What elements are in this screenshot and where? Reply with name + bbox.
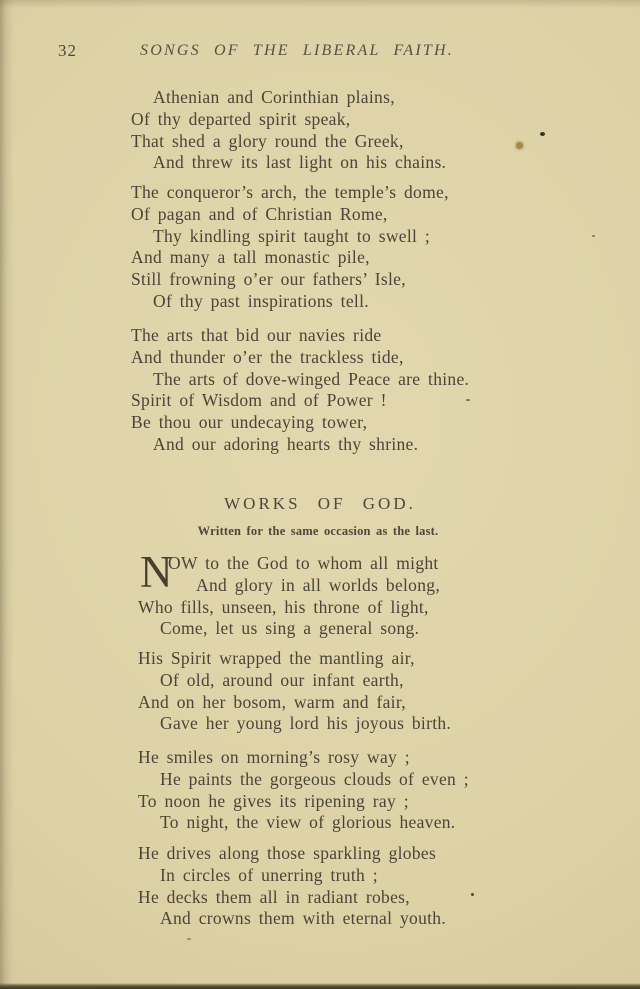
- poem-line: And glory in all worlds belong,: [196, 574, 440, 595]
- poem-line: He drives along those sparkling globes: [138, 843, 437, 863]
- poem-line: His Spirit wrapped the mantling air,: [138, 648, 415, 668]
- running-title: SONGS OF THE LIBERAL FAITH.: [140, 42, 454, 59]
- poem-line: Of pagan and of Christian Rome,: [131, 203, 388, 224]
- poem-line: He decks them all in radiant robes,: [138, 886, 410, 907]
- poem-line: That shed a glory round the Greek,: [131, 130, 404, 151]
- poem-line: Be thou our undecaying tower,: [131, 412, 368, 433]
- poem-line: Come, let us sing a general song.: [160, 618, 420, 639]
- poem-line: And many a tall monastic pile,: [131, 247, 370, 268]
- poem-stanza: [131, 325, 469, 456]
- hymn-title: WORKS OF GOD.: [224, 494, 416, 513]
- poem-line: And our adoring hearts thy shrine.: [153, 433, 419, 454]
- poem-line: Of old, around our infant earth,: [160, 669, 404, 690]
- poem-stanza: [131, 87, 446, 174]
- foxing-speck: [516, 142, 523, 149]
- poem-line: Thy kindling spirit taught to swell ;: [153, 225, 431, 246]
- poem-line: Of thy departed spirit speak,: [131, 108, 351, 129]
- poem-line: Athenian and Corinthian plains,: [153, 87, 395, 107]
- poem-line: And threw its last light on his chains.: [153, 152, 447, 173]
- hymn-subtitle: Written for the same occasion as the last.: [197, 524, 439, 538]
- poem-line: To noon he gives its ripening ray ;: [138, 790, 409, 811]
- poem-line: And crowns them with eternal youth.: [160, 908, 447, 929]
- poem-line: Still frowning o’er our fathers’ Isle,: [131, 269, 406, 290]
- poem-stanza: [138, 843, 446, 930]
- poem-stanza: [138, 547, 640, 640]
- poem-line: Spirit of Wisdom and of Power !: [131, 390, 387, 411]
- poem-stanza: [138, 648, 451, 735]
- poem-line: In circles of unerring truth ;: [160, 864, 378, 885]
- poem-line: The arts that bid our navies ride: [131, 325, 382, 345]
- poem-stanza: [131, 182, 449, 313]
- poem-line: Of thy past inspirations tell.: [153, 290, 369, 311]
- foxing-speck: [592, 235, 595, 237]
- drop-cap-initial: N: [140, 547, 173, 597]
- poem-stanza: [138, 747, 469, 834]
- poem-line: And on her bosom, warm and fair,: [138, 691, 406, 712]
- poem-line: And thunder o’er the trackless tide,: [131, 346, 404, 367]
- foxing-speck: [187, 938, 191, 940]
- foxing-speck: [471, 893, 474, 896]
- poem-line: To night, the view of glorious heaven.: [160, 812, 456, 833]
- poem-line: He paints the gorgeous clouds of even ;: [160, 768, 469, 789]
- poem-line: He smiles on morning’s rosy way ;: [138, 747, 410, 767]
- foxing-speck: [540, 132, 545, 136]
- poem-line: OW to the God to whom all might: [168, 553, 439, 573]
- poem-line: The conqueror’s arch, the temple’s dome,: [131, 182, 449, 202]
- page-number: 32: [58, 41, 77, 60]
- poem-line: The arts of dove-winged Peace are thine.: [153, 368, 470, 389]
- page-top-edge-shadow: [0, 0, 640, 8]
- poem-line: Who fills, unseen, his throne of light,: [138, 596, 429, 617]
- page-bottom-edge: [0, 983, 640, 989]
- poem-line: Gave her young lord his joyous birth.: [160, 713, 452, 734]
